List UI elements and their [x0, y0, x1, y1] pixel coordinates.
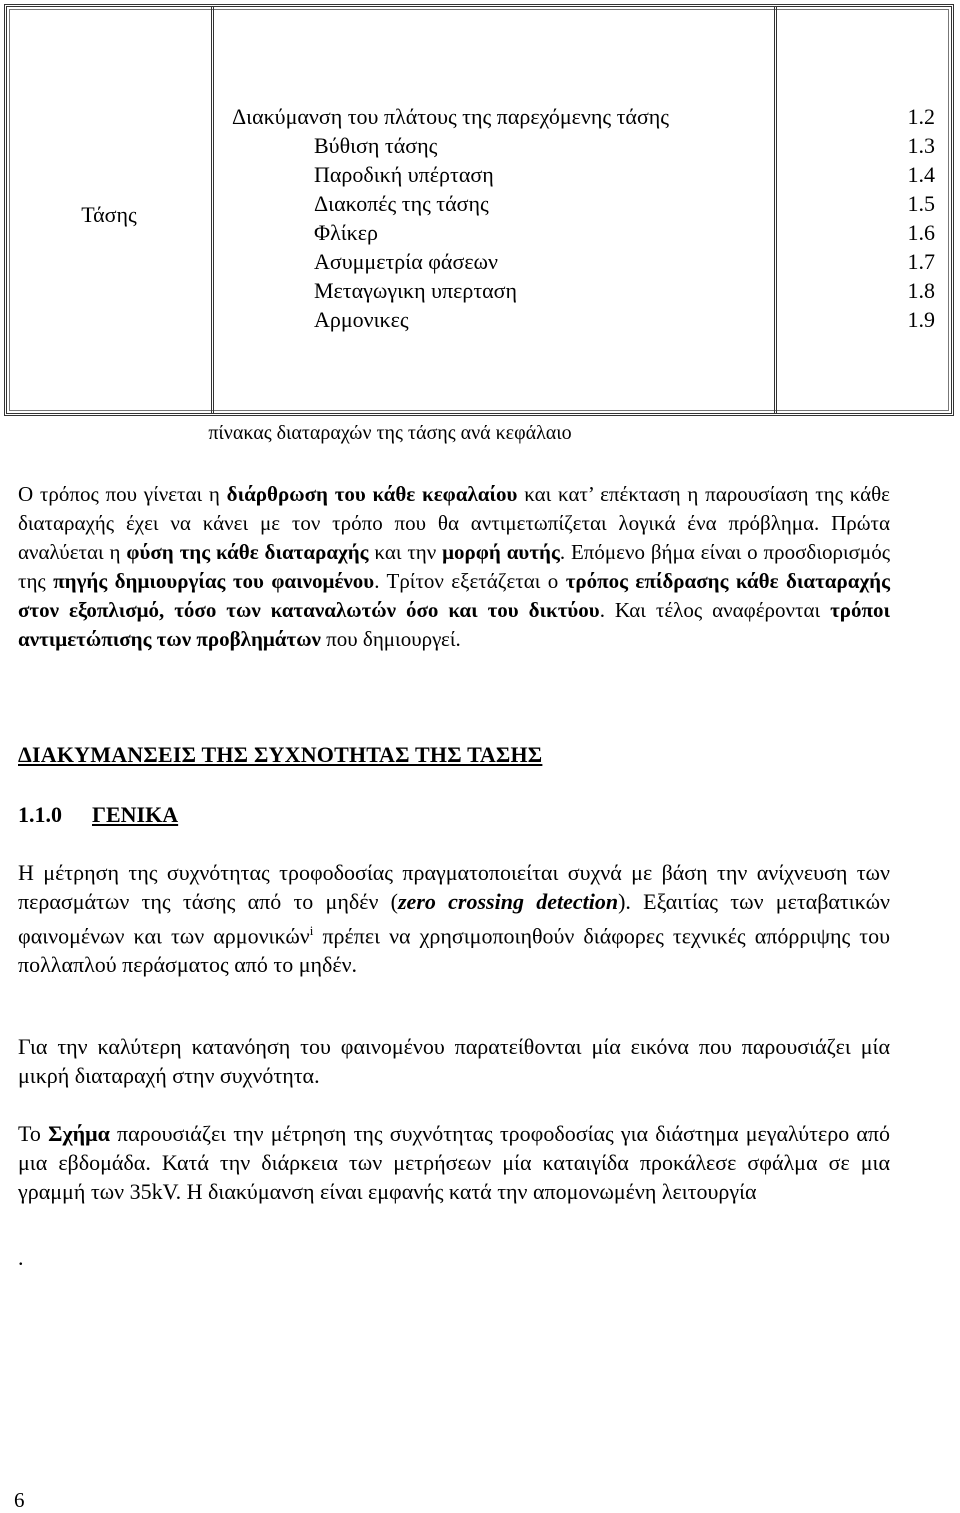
list-item: Ασυμμετρία φάσεων	[314, 249, 498, 274]
text-run: πρέπει να χρησιμοποιηθούν διάφορες τεχνικές απόρριψης του πολλαπλού περάσματος από το μηδέν.	[18, 923, 890, 978]
paragraph-figure-description	[18, 1119, 890, 1206]
trailing-dot: .	[18, 1245, 24, 1270]
list-item: Διακύμανση του πλάτους της παρεχόμενης τάσης	[232, 104, 670, 129]
items-column	[214, 7, 777, 413]
list-item: Βύθιση τάσης	[314, 133, 438, 158]
list-item: Μεταγωγικη υπερταση	[314, 278, 518, 303]
intro-paragraph	[18, 480, 890, 654]
page-number: 6	[14, 1488, 25, 1512]
paragraph-frequency-measurement	[18, 858, 890, 979]
chapter-numbers	[908, 102, 936, 334]
paragraph-figure-intro: Για την καλύτερη κατανόηση του φαινομένου παρατείθονται μία εικόνα που παρουσιάζει μία μικρή διαταραχή στην συχνότητα.	[18, 1034, 890, 1088]
chapter-number: 1.3	[907, 133, 935, 158]
bold-run: μορφή αυτής	[442, 540, 560, 564]
subsection-title: ΓΕΝΙΚΑ	[92, 802, 179, 827]
bold-run: τρόποι αντιμετώπισης των προβλημάτων	[18, 598, 890, 651]
list-item: Διακοπές της τάσης	[314, 191, 489, 216]
table-caption: πίνακας διαταραχών της τάσης ανά κεφάλαιο	[208, 422, 572, 444]
text-run: Ο τρόπος που γίνεται η	[18, 482, 227, 506]
bold-run: διάρθρωση του κάθε κεφαλαίου	[226, 482, 518, 506]
bold-run: τρόπος επίδρασης κάθε διαταραχής στον εξοπλισμό, τόσο των καταναλωτών όσο και του δικτύου	[18, 569, 890, 622]
chapter-number: 1.8	[907, 278, 935, 303]
list-item: Φλίκερ	[314, 220, 378, 245]
chapter-number: 1.2	[907, 104, 935, 129]
list-item: Παροδική υπέρταση	[314, 162, 494, 187]
section-heading: ΔΙΑΚΥΜΑΝΣΕΙΣ ΤΗΣ ΣΥΧΝΟΤΗΤΑΣ ΤΗΣ ΤΑΣΗΣ	[18, 742, 543, 767]
text-run: και την	[368, 540, 443, 564]
bold-run: πηγής δημιουργίας του φαινομένου	[53, 569, 375, 593]
text-run: Η μέτρηση της συχνότητας τροφοδοσίας πραγματοποιείται συχνά με βάση την ανίχνευση των περασμάτων της τάσης από το μηδέν (	[18, 860, 890, 914]
text-run: . Και τέλος αναφέρονται	[599, 598, 831, 622]
text-run: ). Εξαιτίας των μεταβατικών φαινομένων και των αρμονικών	[18, 889, 890, 949]
footnote-marker: i	[309, 923, 314, 938]
text-run: που δημιουργεί.	[320, 627, 461, 651]
chapter-number: 1.6	[907, 220, 935, 245]
text-run: Το	[18, 1121, 49, 1146]
text-run: παρουσιάζει την μέτρηση της συχνότητας τροφοδοσίας για διάστημα μεγαλύτερο από μια εβδομάδα. Κατά την διάρκεια των μετρήσεων μία καταιγίδα προκάλεσε σφάλμα σε μια γραμμή των 35kV. Η διακύμανση είναι εμφανής κατά την απομονωμένη λειτουργία	[18, 1121, 890, 1204]
text-run: και κατ’ επέκταση η παρουσίαση της κάθε διαταραχής έχει να κάνει με τον τρόπο που θα αντιμετωπίζεται λογικά ένα πρόβλημα. Πρώτα αναλύεται η	[18, 482, 890, 564]
bold-run: Σχήμα	[48, 1121, 110, 1146]
chapter-number: 1.4	[907, 162, 935, 187]
chapter-column	[777, 7, 951, 413]
disturbance-list	[232, 102, 669, 334]
disturbance-table	[4, 4, 954, 416]
bold-italic-run: zero crossing detection	[398, 889, 619, 914]
chapter-number: 1.7	[907, 249, 935, 274]
subsection-number: 1.1.0	[18, 802, 62, 827]
list-item: Αρμονικες	[314, 307, 409, 332]
category-column	[7, 7, 214, 413]
category-label: Τάσης	[81, 202, 137, 227]
chapter-number: 1.5	[907, 191, 935, 216]
text-run: . Επόμενο βήμα είναι ο προσδιορισμός της	[18, 540, 891, 593]
subsection-heading	[18, 802, 178, 828]
chapter-number: 1.9	[907, 307, 935, 332]
text-run: . Τρίτον εξετάζεται ο	[374, 569, 566, 593]
bold-run: φύση της κάθε διαταραχής	[126, 540, 369, 564]
